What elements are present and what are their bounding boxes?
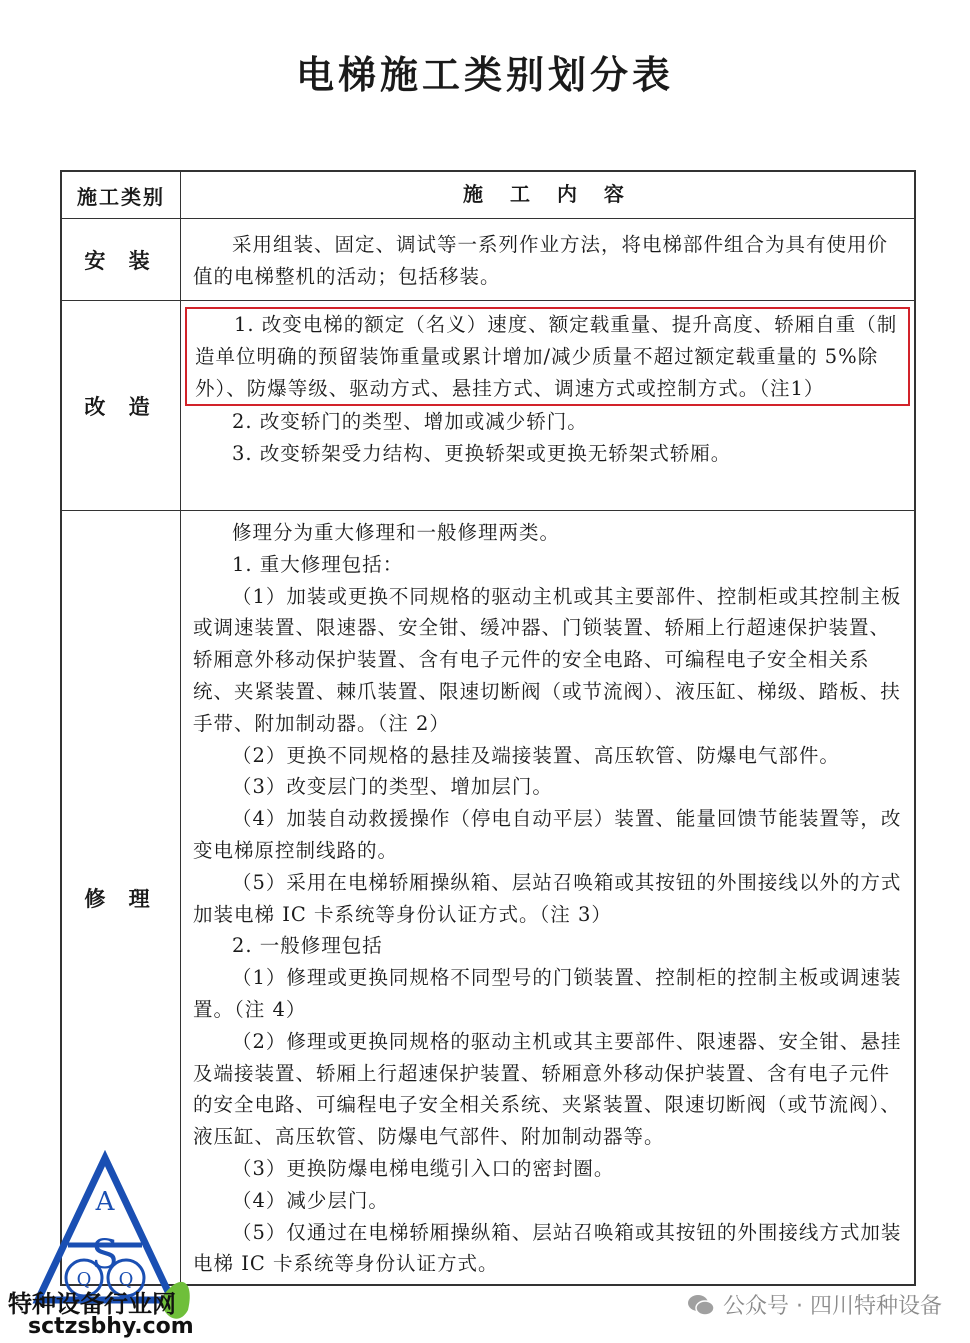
- row-text: （5）采用在电梯轿厢操纵箱、层站召唤箱或其按钮的外围接线以外的方式加装电梯 IC 卡系统等身份认证方式。（注 3）: [193, 870, 902, 926]
- logo-letter: A: [95, 1187, 115, 1217]
- logo-site-name: 特种设备行业网: [8, 1290, 176, 1318]
- category-table: [60, 170, 916, 1286]
- row-category: 改 造: [62, 301, 181, 511]
- page-title: 电梯施工类别划分表: [295, 53, 674, 97]
- row-text: （4）减少层门。: [232, 1188, 389, 1212]
- watermark: [687, 1289, 942, 1320]
- row-text: 采用组装、固定、调试等一系列作业方法，将电梯部件组合为具有使用价值的电梯整机的活动；包括移装。: [193, 233, 889, 288]
- row-text: （3）更换防爆电梯电缆引入口的密封圈。: [232, 1156, 615, 1180]
- row-text: （1）加装或更换不同规格的驱动主机或其主要部件、控制柜或其控制主板或调速装置、限速器、安全钳、缓冲器、门锁装置、轿厢上行超速保护装置、轿厢意外移动保护装置、含有电子元件的安全电路、可编程电子安全相关系统、夹紧装置、棘爪装置、限速切断阀（或节流阀）、液压缸、梯级、踏板、扶手带、附加制动器。（注 2）: [193, 584, 902, 735]
- row-text: 修理分为重大修理和一般修理两类。: [232, 521, 561, 544]
- row-text: （5）仅通过在电梯轿厢操纵箱、层站召唤箱或其按钮的外围接线方式加装电梯 IC 卡系统等身份认证方式。: [193, 1220, 902, 1276]
- row-category: 修 理: [62, 511, 181, 1284]
- table-header-row: [62, 172, 914, 218]
- highlight-box: [185, 307, 910, 406]
- row-text: 3. 改变轿架受力结构、更换轿架或更换无轿架式轿厢。: [232, 442, 732, 466]
- table-row-install: [62, 218, 914, 301]
- row-text: （3）改变层门的类型、增加层门。: [232, 775, 553, 799]
- row-text: （1）修理或更换同规格不同型号的门锁装置、控制柜的控制主板或调速装置。（注 4）: [193, 966, 902, 1021]
- row-text: （2）更换不同规格的悬挂及端接装置、高压软管、防爆电气部件。: [232, 743, 840, 767]
- row-text: （2）修理或更换同规格的驱动主机或其主要部件、限速器、安全钳、悬挂及端接装置、轿厢上行超速保护装置、轿厢意外移动保护装置、含有电子元件的安全电路、可编程电子安全相关系统、夹紧装置、限速切断阀（或节流阀）、液压缸、高压软管、防爆电气部件、附加制动器等。: [193, 1029, 902, 1149]
- watermark-text: 公众号 · 四川特种设备: [723, 1294, 942, 1319]
- row-category: 安 装: [62, 219, 181, 301]
- logo-letter: Q: [118, 1269, 134, 1290]
- logo-url[interactable]: sctzsbhy.com: [28, 1314, 194, 1339]
- header-content: 施 工 内 容: [463, 182, 634, 207]
- logo-letter: Q: [76, 1269, 92, 1290]
- wechat-icon: [687, 1293, 715, 1317]
- highlighted-text: 1. 改变电梯的额定（名义）速度、额定载重量、提升高度、轿厢自重（制造单位明确的预留装饰重量或累计增加/减少质量不超过额定载重量的 5%除外）、防爆等级、驱动方式、悬挂方式、调速方式或控制方式。（注1）: [195, 313, 898, 400]
- table-row-modify: [62, 300, 914, 511]
- row-text: 2. 改变轿门的类型、增加或减少轿门。: [232, 410, 588, 434]
- logo-letter: S: [91, 1232, 119, 1278]
- row-text: 1. 重大修理包括：: [232, 552, 404, 576]
- row-text: （4）加装自动救援操作（停电自动平层）装置、能量回馈节能装置等，改变电梯原控制线路的。: [193, 807, 902, 862]
- header-category: 施工类别: [62, 172, 181, 218]
- row-text: 2. 一般修理包括: [232, 934, 383, 958]
